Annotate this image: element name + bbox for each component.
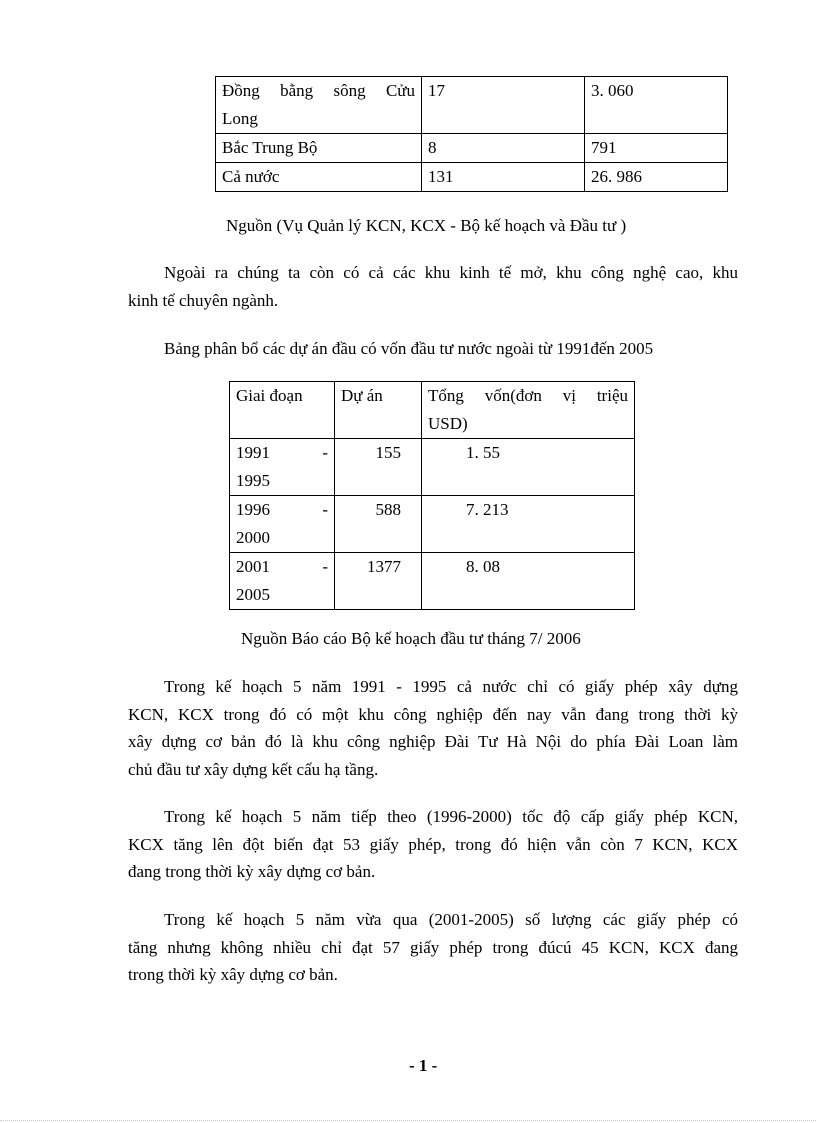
footer-divider [0, 1120, 816, 1121]
table-row [216, 163, 728, 192]
period-start: 2001 [236, 557, 270, 576]
period-cell [230, 439, 335, 496]
projects-cell: 155 [335, 439, 422, 496]
paragraph-line: chủ đầu tư xây dựng kết cấu hạ tầng. [128, 759, 379, 779]
header-text: Tổng vốn(đơn vị triệu [428, 386, 628, 405]
paragraph [128, 906, 738, 989]
table-row [230, 439, 635, 496]
table-row [230, 496, 635, 553]
header-period: Giai đoạn [230, 382, 335, 439]
paragraph-line: trong thời kỳ xây dựng cơ bản. [128, 965, 338, 984]
table2-title: Bảng phân bổ các dự án đầu có vốn đầu tư nước ngoài từ 1991đến 2005 [164, 339, 654, 358]
paragraph-line: Trong kế hoạch 5 năm tiếp theo (1996-2000) tốc độ cấp giấy phép KCN, [164, 807, 738, 826]
paragraph-line: Trong kế hoạch 5 năm vừa qua (2001-2005) số lượng các giấy phép có [164, 910, 738, 929]
paragraph-line: xây dựng cơ bản đó là khu công nghiệp Đài Tư Hà Nội do phía Đài Loan làm [128, 732, 738, 751]
table-row [216, 77, 728, 134]
paragraph-line: đang trong thời kỳ xây dựng cơ bản. [128, 862, 376, 881]
projects-cell: 588 [335, 496, 422, 553]
page-number: - 1 - [409, 1056, 438, 1075]
period-dash: - [322, 500, 328, 519]
paragraph [128, 803, 738, 886]
period-cell [230, 496, 335, 553]
fdi-projects-table [229, 381, 635, 610]
period-end: 2005 [236, 585, 270, 604]
period-dash: - [322, 557, 328, 576]
table-row [230, 553, 635, 610]
projects-cell: 1377 [335, 553, 422, 610]
paragraph [128, 673, 738, 783]
table1-source: Nguồn (Vụ Quản lý KCN, KCX - Bộ kế hoạch và Đầu tư ) [226, 216, 627, 235]
table2-source: Nguồn Báo cáo Bộ kế hoạch đầu tư tháng 7/ 2006 [241, 629, 581, 648]
kcn-region-table [215, 76, 728, 192]
capital-cell: 1. 55 [422, 439, 635, 496]
region-cell: Bắc Trung Bộ [216, 134, 422, 163]
header-text: USD) [428, 414, 468, 433]
capital-cell: 8. 08 [422, 553, 635, 610]
period-cell [230, 553, 335, 610]
region-text: Long [222, 109, 258, 128]
period-dash: - [322, 443, 328, 462]
kcn-count-cell: 8 [422, 134, 585, 163]
region-cell: Cả nước [216, 163, 422, 192]
capital-cell: 7. 213 [422, 496, 635, 553]
paragraph-line: kinh tế chuyên ngành. [128, 290, 279, 310]
period-start: 1996 [236, 500, 270, 519]
table-row [216, 134, 728, 163]
header-capital [422, 382, 635, 439]
period-end: 1995 [236, 471, 270, 490]
area-cell: 3. 060 [585, 77, 728, 134]
kcn-count-cell: 17 [422, 77, 585, 134]
region-text: Đồng bằng sông Cửu [222, 81, 415, 100]
paragraph [128, 259, 738, 314]
table-header-row [230, 382, 635, 439]
paragraph-line: KCN, KCX trong đó có một khu công nghiệp đến nay vẫn đang trong thời kỳ [128, 704, 738, 724]
paragraph-line: Trong kế hoạch 5 năm 1991 - 1995 cả nước chỉ có giấy phép xây dựng [164, 677, 738, 696]
header-projects: Dự án [335, 382, 422, 439]
period-end: 2000 [236, 528, 270, 547]
paragraph-line: KCX tăng lên đột biến đạt 53 giấy phép, trong đó hiện vẫn còn 7 KCN, KCX [128, 834, 738, 854]
area-cell: 791 [585, 134, 728, 163]
area-cell: 26. 986 [585, 163, 728, 192]
region-cell [216, 77, 422, 134]
paragraph-line: Ngoài ra chúng ta còn có cả các khu kinh tế mở, khu công nghệ cao, khu [164, 263, 738, 282]
period-start: 1991 [236, 443, 270, 462]
kcn-count-cell: 131 [422, 163, 585, 192]
paragraph-line: tăng nhưng không nhiều chỉ đạt 57 giấy phép trong đúcú 45 KCN, KCX đang [128, 937, 738, 957]
